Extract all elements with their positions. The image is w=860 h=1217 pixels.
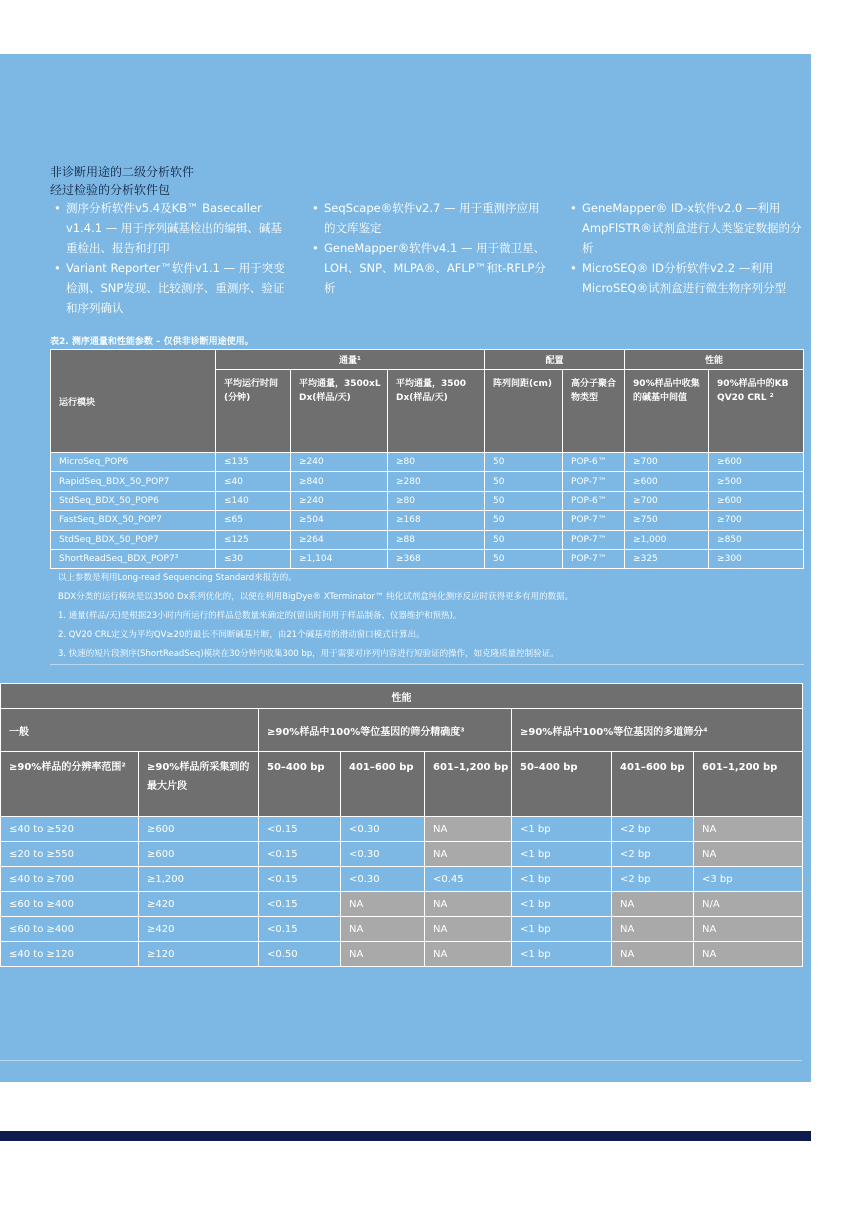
table-cell: ≥420 (139, 917, 259, 942)
table-cell: <0.15 (259, 892, 341, 917)
table-row (1, 867, 803, 892)
header-throughput: 通量¹ (216, 350, 485, 370)
table-cell: ≥120 (139, 942, 259, 967)
table-cell: POP-6™ (563, 491, 625, 510)
header-module: 运行模块 (51, 350, 216, 453)
table-cell: NA (341, 892, 425, 917)
table-row (51, 472, 804, 491)
table-caption: 表2. 测序通量和性能参数 – 仅供非诊断用途使用。 (50, 337, 254, 347)
table-cell: ShortReadSeq_BDX_POP7³ (51, 549, 216, 568)
table-cell: <1 bp (512, 892, 612, 917)
header-run-time: 平均运行时间(分钟) (216, 370, 291, 453)
table-cell: NA (694, 842, 803, 867)
table-cell: <1 bp (512, 817, 612, 842)
table-cell: ≥600 (139, 842, 259, 867)
table-cell: ≤40 to ≥700 (1, 867, 139, 892)
table-cell: ≥300 (709, 549, 804, 568)
header-range-601-1200: 601–1,200 bp (425, 752, 512, 817)
note: 1. 通量(样品/天)是根据23小时内所运行的样品总数量来确定的(留出时间用于样品制备、仪器维护和预热)。 (58, 611, 462, 621)
table-cell: ≥840 (291, 472, 388, 491)
header-multi-lane-sizing: ≥90%样品中100%等位基因的多道筛分⁴ (512, 709, 803, 752)
table-cell: ≥1,200 (139, 867, 259, 892)
software-column-2 (310, 198, 550, 298)
section-subheading: 经过检验的分析软件包 (50, 183, 171, 197)
table-cell: StdSeq_BDX_50_POP7 (51, 530, 216, 549)
table-cell: <3 bp (694, 867, 803, 892)
table-cell: ≥700 (625, 491, 709, 510)
table-cell: NA (612, 892, 694, 917)
table-row (51, 549, 804, 568)
table-cell: ≤20 to ≥550 (1, 842, 139, 867)
table-cell: NA (612, 917, 694, 942)
table-cell: ≥600 (625, 472, 709, 491)
table-cell: NA (425, 817, 512, 842)
table-cell: <0.15 (259, 842, 341, 867)
note: 以上参数是利用Long-read Sequencing Standard来报告的。 (58, 573, 297, 583)
performance-table (0, 683, 803, 967)
table-cell: MicroSeq_POP6 (51, 453, 216, 472)
table-cell: ≥88 (388, 530, 485, 549)
header-throughput-3500: 平均通量，3500 Dx(样品/天) (388, 370, 485, 453)
header-range-50-400: 50–400 bp (512, 752, 612, 817)
table-row (1, 917, 803, 942)
header-range-401-600: 401–600 bp (612, 752, 694, 817)
table-cell: ≥264 (291, 530, 388, 549)
table-cell: NA (341, 942, 425, 967)
header-general: 一般 (1, 709, 259, 752)
header-performance: 性能 (625, 350, 804, 370)
table-cell: <2 bp (612, 867, 694, 892)
table-row (1, 892, 803, 917)
table-row (1, 817, 803, 842)
table-cell: ≥325 (625, 549, 709, 568)
header-sizing-precision: ≥90%样品中100%等位基因的筛分精确度³ (259, 709, 512, 752)
note: 3. 快速的短片段测序(ShortReadSeq)模块在30分钟内收集300 bp，用于需要对序列内容进行短验证的操作，如克隆质量控制验证。 (58, 649, 559, 659)
table-cell: POP-7™ (563, 511, 625, 530)
table-cell: ≥700 (625, 453, 709, 472)
table-cell: FastSeq_BDX_50_POP7 (51, 511, 216, 530)
table-cell: <0.30 (341, 867, 425, 892)
header-polymer-type: 高分子聚合物类型 (563, 370, 625, 453)
header-configuration: 配置 (485, 350, 625, 370)
table-cell: <1 bp (512, 842, 612, 867)
table-cell: NA (694, 917, 803, 942)
table-row (51, 530, 804, 549)
table-cell: POP-7™ (563, 530, 625, 549)
table-cell: <0.50 (259, 942, 341, 967)
table-cell: ≤60 to ≥400 (1, 892, 139, 917)
table-cell: ≤40 (216, 472, 291, 491)
table-row (51, 511, 804, 530)
table-cell: ≤40 to ≥120 (1, 942, 139, 967)
header-range-601-1200: 601–1,200 bp (694, 752, 803, 817)
footer-bar (0, 1131, 811, 1141)
table-cell: RapidSeq_BDX_50_POP7 (51, 472, 216, 491)
table-row (1, 842, 803, 867)
table-cell: NA (425, 942, 512, 967)
header-range-50-400: 50–400 bp (259, 752, 341, 817)
table-cell: <0.30 (341, 817, 425, 842)
table-cell: ≥1,000 (625, 530, 709, 549)
table-row (51, 453, 804, 472)
table-cell: ≥500 (709, 472, 804, 491)
table-cell: ≥750 (625, 511, 709, 530)
table-cell: ≥700 (709, 511, 804, 530)
list-item: • Variant Reporter™软件v1.1 — 用于突变检测、SNP发现、比较测序、重测序、验证和序列确认 (52, 258, 292, 318)
table-cell: ≤60 to ≥400 (1, 917, 139, 942)
table-cell: <1 bp (512, 867, 612, 892)
header-median-bases: 90%样品中收集的碱基中间值 (625, 370, 709, 453)
software-column-1 (52, 198, 292, 318)
table-cell: ≥600 (139, 817, 259, 842)
table-cell: 50 (485, 511, 563, 530)
table-cell: ≤30 (216, 549, 291, 568)
header-array-length: 阵列间距(cm) (485, 370, 563, 453)
table-row (1, 942, 803, 967)
table-cell: <0.30 (341, 842, 425, 867)
list-item: • MicroSEQ® ID分析软件v2.2 —利用MicroSEQ®试剂盒进行微生物序列分型 (568, 258, 808, 298)
throughput-table (50, 349, 804, 569)
table-cell: NA (341, 917, 425, 942)
table-cell: <1 bp (512, 917, 612, 942)
table-cell: <2 bp (612, 842, 694, 867)
table-cell: <0.45 (425, 867, 512, 892)
table-cell: ≥600 (709, 491, 804, 510)
table-notes (58, 569, 573, 664)
divider (50, 664, 804, 665)
table-cell: <1 bp (512, 942, 612, 967)
table-cell: ≤125 (216, 530, 291, 549)
table-cell: 50 (485, 472, 563, 491)
table-cell: 50 (485, 549, 563, 568)
header-performance: 性能 (1, 684, 803, 709)
table-cell: N/A (694, 892, 803, 917)
table-cell: <2 bp (612, 817, 694, 842)
header-range-401-600: 401–600 bp (341, 752, 425, 817)
table-row (51, 491, 804, 510)
table-cell: ≥504 (291, 511, 388, 530)
table-cell: ≤140 (216, 491, 291, 510)
header-throughput-3500xl: 平均通量，3500xL Dx(样品/天) (291, 370, 388, 453)
table-cell: ≤135 (216, 453, 291, 472)
list-item: • 测序分析软件v5.4及KB™ Basecaller v1.4.1 — 用于序列碱基检出的编辑、碱基重检出、报告和打印 (52, 198, 292, 258)
table-cell: ≥80 (388, 491, 485, 510)
table-cell: NA (694, 942, 803, 967)
table-cell: ≥168 (388, 511, 485, 530)
table-cell: NA (425, 842, 512, 867)
list-item: • GeneMapper® ID-x软件v2.0 —利用AmpFlSTR®试剂盒进行人类鉴定数据的分析 (568, 198, 808, 258)
table-cell: 50 (485, 453, 563, 472)
table-cell: POP-7™ (563, 549, 625, 568)
table-cell: NA (694, 817, 803, 842)
table-cell: POP-7™ (563, 472, 625, 491)
table-cell: StdSeq_BDX_50_POP6 (51, 491, 216, 510)
table-cell: ≥420 (139, 892, 259, 917)
table-cell: <0.15 (259, 867, 341, 892)
section-heading: 非诊断用途的二级分析软件 (50, 165, 195, 179)
table-cell: NA (612, 942, 694, 967)
table-cell: ≤65 (216, 511, 291, 530)
table-cell: <0.15 (259, 917, 341, 942)
note: BDX分类的运行模块是以3500 Dx系列优化的，以便在利用BigDye® XTerminator™ 纯化试剂盒纯化测序反应时获得更多有用的数据。 (58, 592, 574, 602)
list-item: • SeqScape®软件v2.7 — 用于重测序应用的文库鉴定 (310, 198, 550, 238)
table-cell: ≥850 (709, 530, 804, 549)
table-cell: ≤40 to ≥520 (1, 817, 139, 842)
table-cell: ≥240 (291, 453, 388, 472)
table-cell: 50 (485, 530, 563, 549)
header-kb-qv20-crl: 90%样品中的KB QV20 CRL ² (709, 370, 804, 453)
table-cell: ≥280 (388, 472, 485, 491)
table-cell: <0.15 (259, 817, 341, 842)
header-resolution-range: ≥90%样品的分辨率范围² (1, 752, 139, 817)
table-cell: ≥1,104 (291, 549, 388, 568)
table-cell: ≥600 (709, 453, 804, 472)
divider (0, 1060, 802, 1061)
software-column-3 (568, 198, 808, 298)
table-cell: ≥240 (291, 491, 388, 510)
table-cell: POP-6™ (563, 453, 625, 472)
table-cell: NA (425, 917, 512, 942)
note: 2. QV20 CRL定义为平均QV≥20的最长不间断碱基片断，由21个碱基对的滑动窗口模式计算出。 (58, 630, 425, 640)
table-cell: NA (425, 892, 512, 917)
table-cell: 50 (485, 491, 563, 510)
header-max-fragment: ≥90%样品所采集到的最大片段 (139, 752, 259, 817)
table-cell: ≥368 (388, 549, 485, 568)
table-cell: ≥80 (388, 453, 485, 472)
list-item: • GeneMapper®软件v4.1 — 用于微卫星、LOH、SNP、MLPA®、AFLP™和t-RFLP分析 (310, 238, 550, 298)
